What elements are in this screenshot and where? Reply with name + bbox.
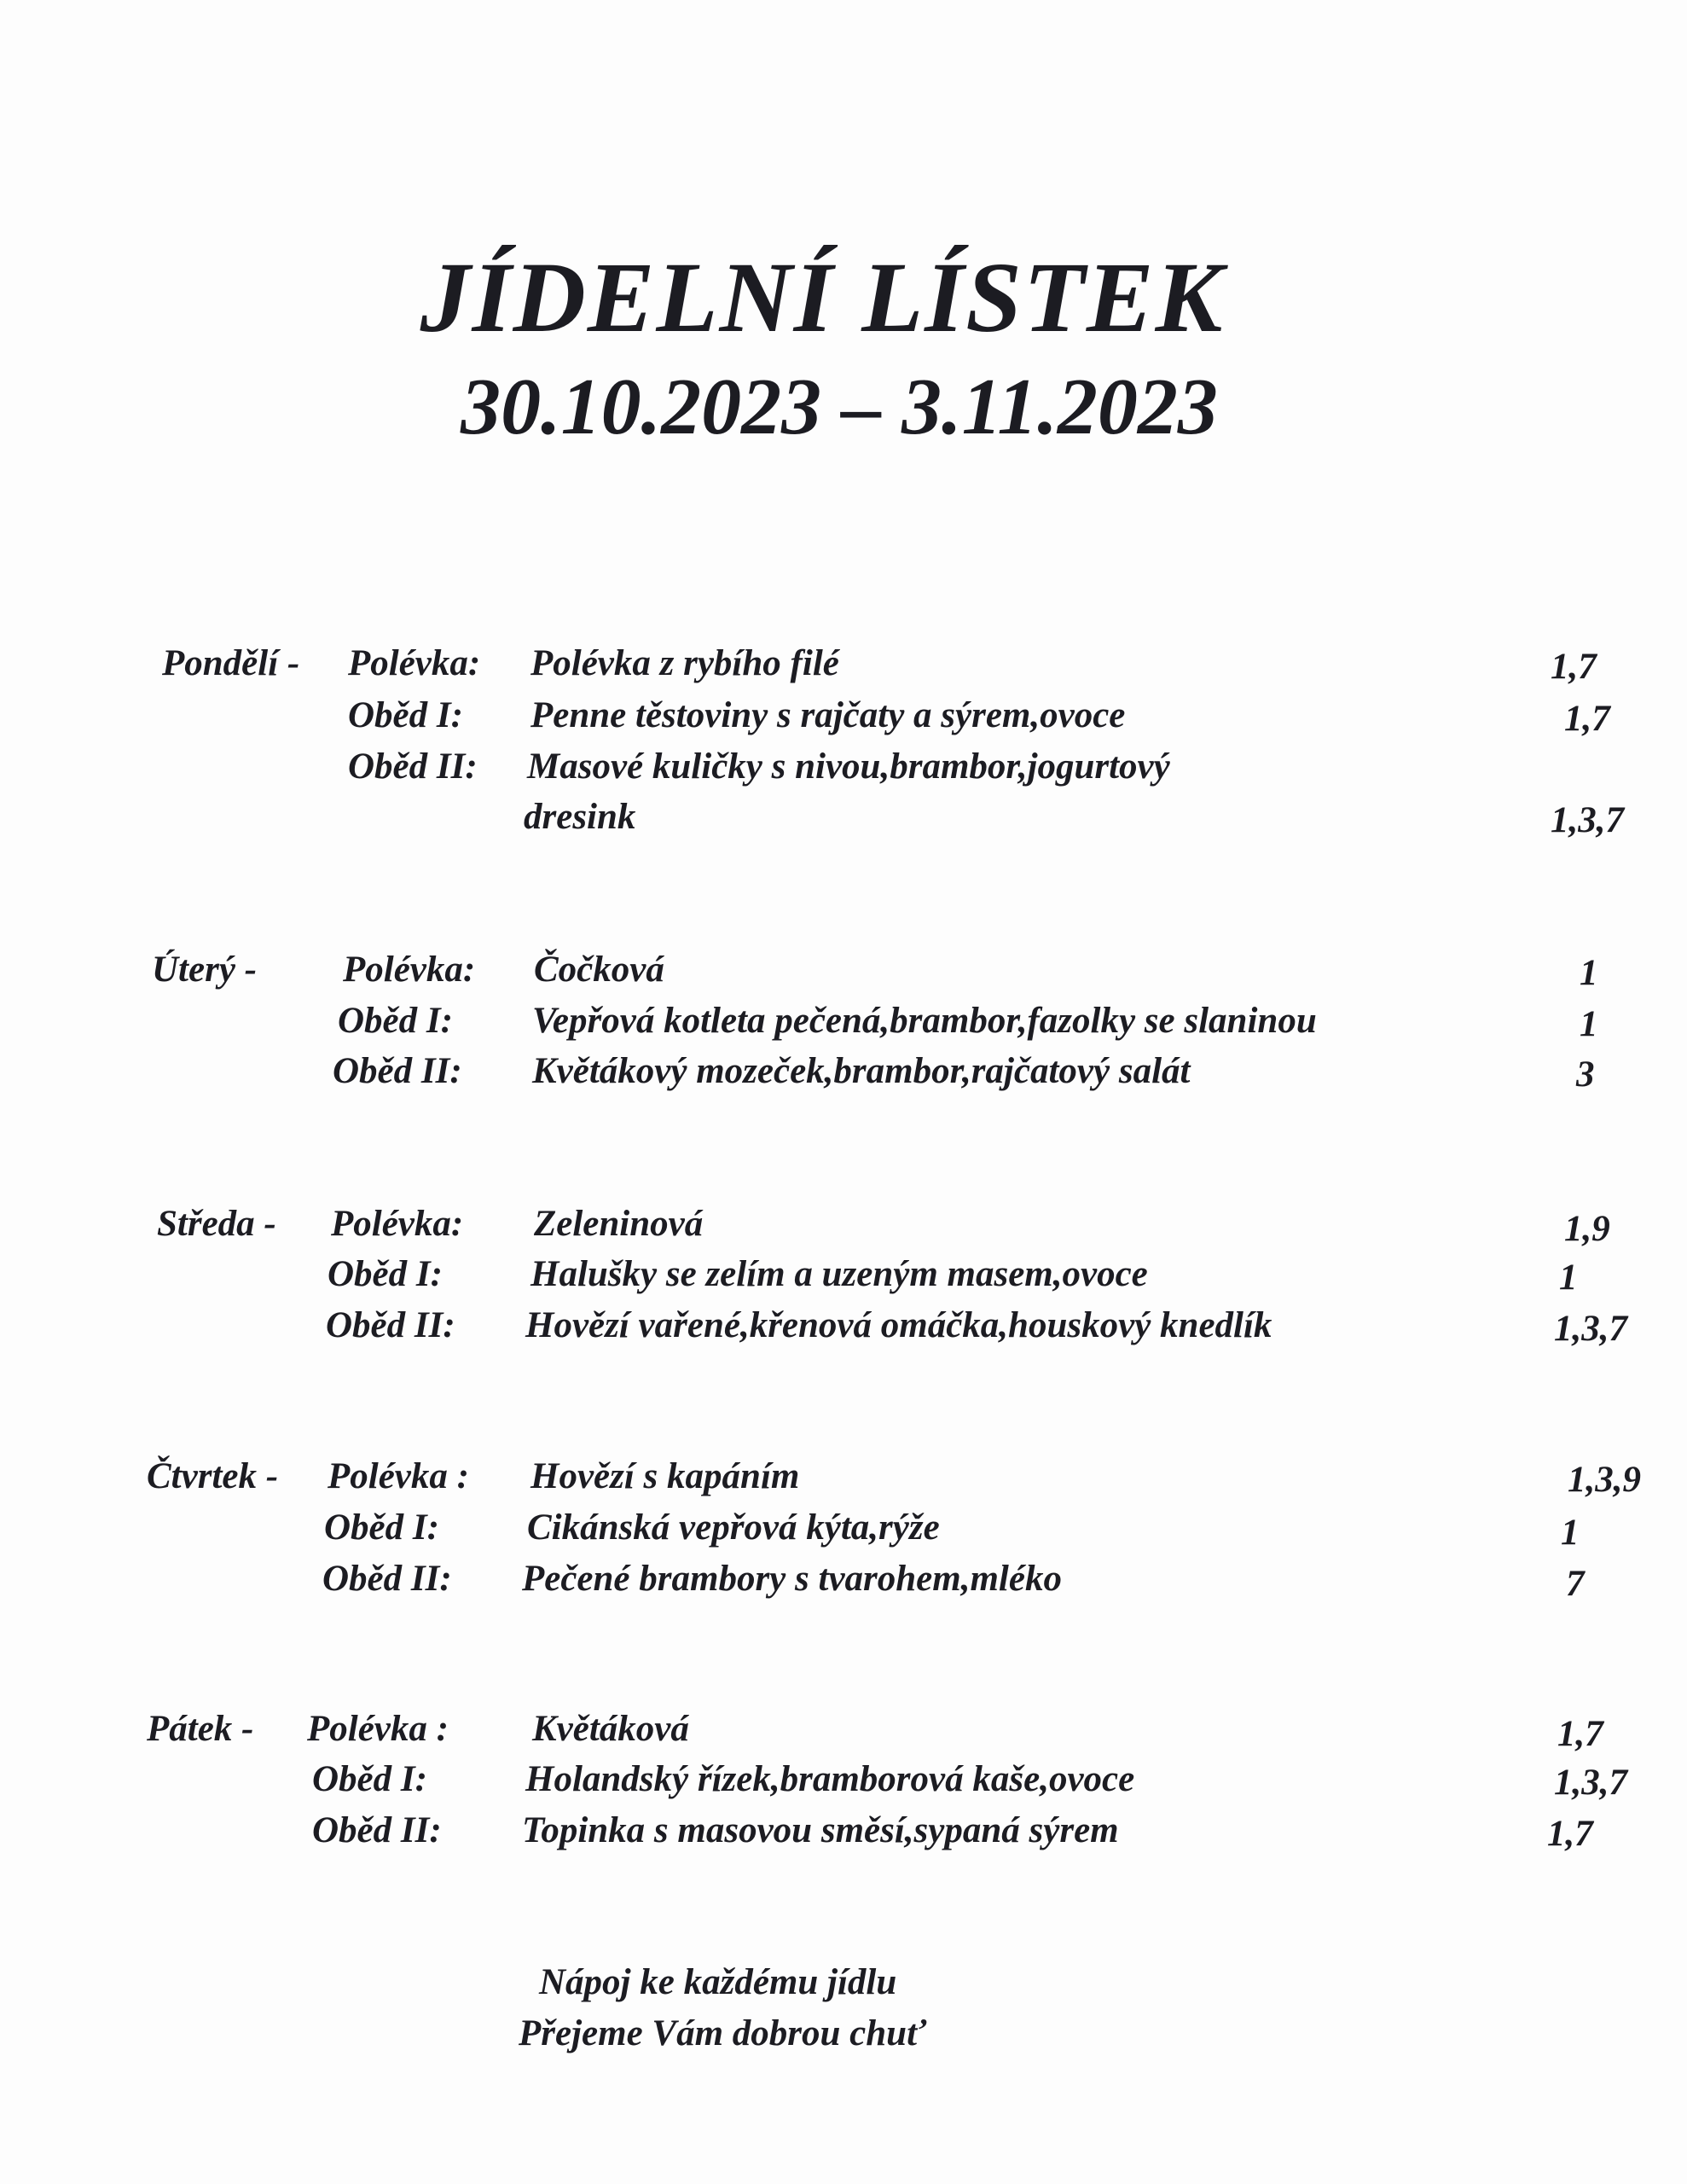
allergen-codes: 1: [1559, 1258, 1578, 1298]
allergen-codes: 1,9: [1564, 1209, 1610, 1249]
allergen-codes: 1: [1561, 1513, 1580, 1553]
menu-title: JÍDELNÍ LÍSTEK: [420, 241, 1225, 353]
allergen-codes: 1: [1580, 953, 1598, 993]
allergen-codes: 1,3,9: [1568, 1460, 1641, 1500]
dish-name: Hovězí s kapáním: [530, 1456, 800, 1496]
allergen-codes: 1,3,7: [1554, 1763, 1627, 1803]
course-label: Oběd II:: [312, 1810, 442, 1850]
course-label: Polévka:: [348, 643, 481, 683]
course-label: Oběd I:: [338, 1001, 453, 1041]
dish-name: Topinka s masovou směsí,sypaná sýrem: [522, 1810, 1119, 1850]
dish-name-continued: dresink: [524, 797, 636, 837]
allergen-codes: 1,7: [1557, 1714, 1603, 1754]
menu-page: JÍDELNÍ LÍSTEK 30.10.2023 – 3.11.2023 Pondělí - Polévka: Polévka z rybího filé 1,7 Oběd I: Penne těstoviny s rajčaty a sýrem,ovoce 1,7 Oběd II: Masové kuličky s nivou,brambor,jogurtový dresink 1,3,7 Úterý - Polévka: Čočková 1 Oběd I: Vepřová kotleta pečená,brambor,fazolky se slaninou 1 Oběd II: Květákový mozeček,brambor,rajčatový salát 3 Středa - Polévka: Zeleninová 1,9 Oběd I: Halušky se zelím a uzeným masem,ovoce 1 Oběd II: Hovězí vařené,křenová omáčka,houskový knedlík 1,3,7 Čtvrtek - Polévka : Hovězí s kapáním 1,3,9 Oběd I: Cikánská vepřová kýta,rýže 1 Oběd II: Pečené brambory s tvarohem,mléko 7 Pátek - Polévka : Květáková 1,7 Oběd I: Holandský řízek,bramborová kaše,ovoce 1,3,7 Oběd II: Topinka s masovou směsí,sypaná sýrem 1,7 Nápoj ke každému jídlu Přejeme Vám dobrou chuť: [0, 0, 1687, 2184]
allergen-codes: 1,7: [1551, 647, 1597, 687]
day-label-tuesday: Úterý -: [152, 950, 257, 990]
dish-name: Hovězí vařené,křenová omáčka,houskový knedlík: [525, 1305, 1272, 1345]
allergen-codes: 1,7: [1547, 1814, 1593, 1854]
allergen-codes: 7: [1566, 1564, 1585, 1604]
dish-name: Vepřová kotleta pečená,brambor,fazolky se slaninou: [532, 1001, 1317, 1041]
allergen-codes: 3: [1576, 1054, 1595, 1095]
course-label: Oběd I:: [328, 1254, 443, 1294]
allergen-codes: 1,3,7: [1554, 1309, 1627, 1349]
menu-date-range: 30.10.2023 – 3.11.2023: [461, 363, 1218, 451]
dish-name: Cikánská vepřová kýta,rýže: [527, 1507, 940, 1548]
course-label: Oběd II:: [322, 1559, 452, 1599]
dish-name: Čočková: [534, 950, 664, 990]
day-label-monday: Pondělí -: [162, 643, 300, 683]
dish-name: Halušky se zelím a uzeným masem,ovoce: [530, 1254, 1148, 1294]
course-label: Oběd II:: [348, 746, 478, 787]
course-label: Polévka :: [307, 1709, 449, 1749]
course-label: Oběd II:: [333, 1051, 462, 1091]
allergen-codes: 1: [1580, 1004, 1598, 1044]
dish-name: Květáková: [532, 1709, 689, 1749]
day-label-wednesday: Středa -: [157, 1204, 276, 1244]
course-label: Oběd I:: [348, 695, 463, 735]
course-label: Oběd I:: [324, 1507, 439, 1548]
course-label: Oběd I:: [312, 1759, 427, 1799]
day-label-friday: Pátek -: [147, 1709, 254, 1749]
dish-name: Penne těstoviny s rajčaty a sýrem,ovoce: [530, 695, 1126, 735]
dish-name: Pečené brambory s tvarohem,mléko: [522, 1559, 1062, 1599]
allergen-codes: 1,3,7: [1551, 800, 1624, 840]
course-label: Polévka :: [328, 1456, 469, 1496]
dish-name: Květákový mozeček,brambor,rajčatový salát: [532, 1051, 1191, 1091]
dish-name: Polévka z rybího filé: [530, 643, 839, 683]
course-label: Oběd II:: [326, 1305, 455, 1345]
dish-name: Holandský řízek,bramborová kaše,ovoce: [525, 1759, 1135, 1799]
course-label: Polévka:: [343, 950, 476, 990]
day-label-thursday: Čtvrtek -: [147, 1456, 279, 1496]
allergen-codes: 1,7: [1564, 699, 1610, 739]
dish-name: Masové kuličky s nivou,brambor,jogurtový: [527, 746, 1170, 787]
dish-name: Zeleninová: [534, 1204, 704, 1244]
course-label: Polévka:: [331, 1204, 464, 1244]
